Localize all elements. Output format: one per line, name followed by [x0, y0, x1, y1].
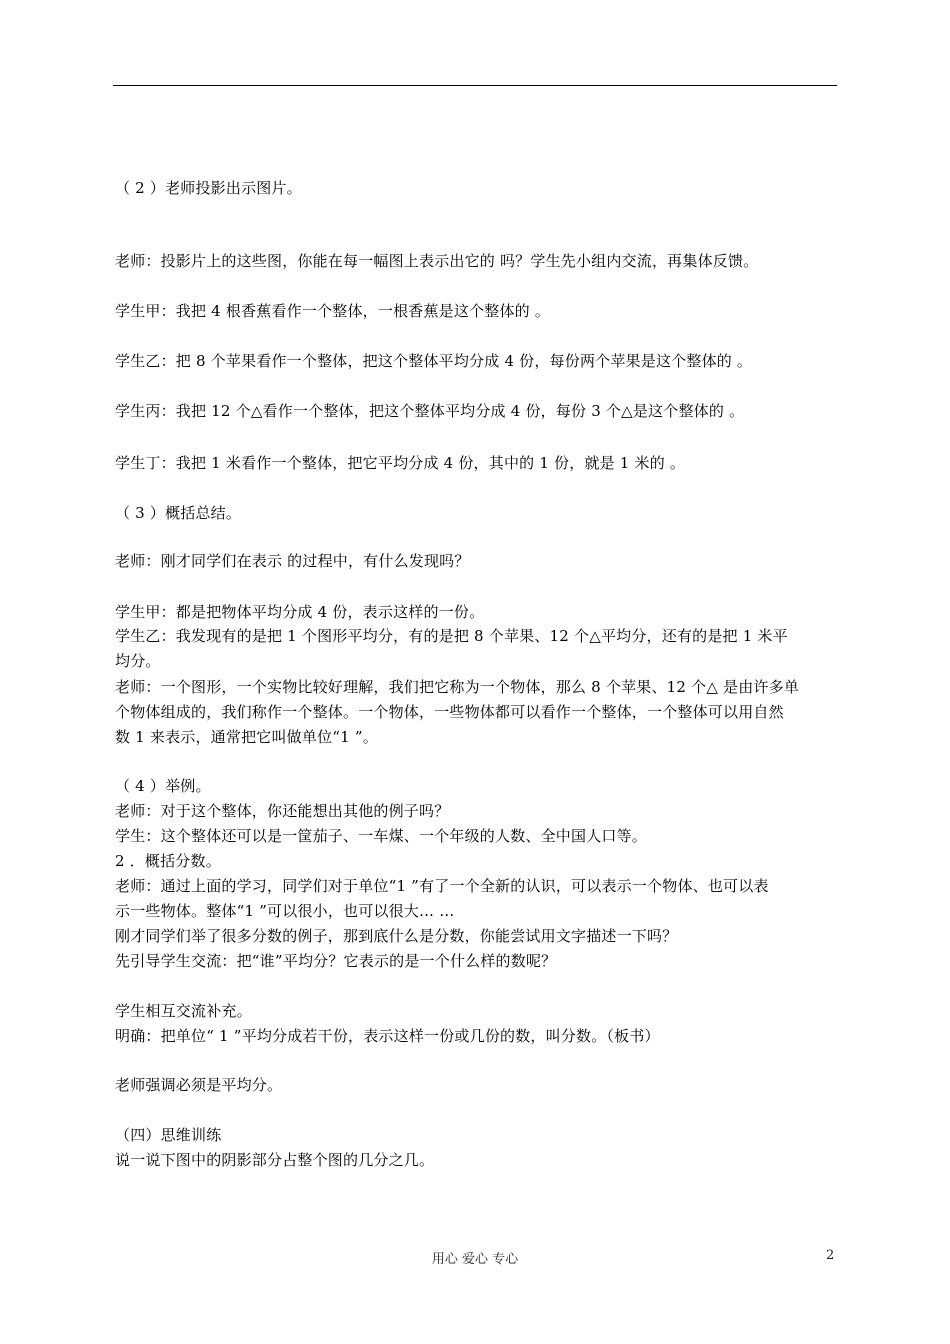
- header-rule: [113, 85, 837, 86]
- teacher-explanation-2: 个物体组成的，我们称作一个整体。一个物体，一些物体都可以看作一个整体，一个整体可以用自然: [115, 703, 784, 721]
- student-b-line: 学生乙：把 8 个苹果看作一个整体，把这个整体平均分成 4 份，每份两个苹果是这个整体的 。: [115, 352, 753, 370]
- teacher-explanation-3: 数 1 来表示，通常把它叫做单位“1 ”。: [115, 728, 378, 746]
- student-a-finding: 学生甲：都是把物体平均分成 4 份，表示这样的一份。: [115, 603, 485, 621]
- student-b-finding-2: 均分。: [115, 652, 161, 670]
- teacher-question-3: 老师：对于这个整体，你还能想出其他的例子吗？: [115, 802, 450, 820]
- teacher-question-4: 刚才同学们举了很多分数的例子，那到底什么是分数，你能尝试用文字描述一下吗？: [115, 927, 678, 945]
- footer-text: 用心 爱心 专心: [431, 1252, 519, 1267]
- teacher-emphasis: 老师强调必须是平均分。: [115, 1076, 283, 1094]
- section-2-heading: （ 2 ）老师投影出示图片。: [115, 179, 302, 197]
- page-number: 2: [826, 1248, 835, 1263]
- guide-discussion: 先引导学生交流：把“谁”平均分？它表示的是一个什么样的数呢？: [115, 952, 557, 970]
- teacher-summary-2: 示一些物体。整体“1 ”可以很小，也可以很大… …: [115, 902, 455, 920]
- student-examples: 学生：这个整体还可以是一筐茄子、一车煤、一个年级的人数、全中国人口等。: [115, 827, 648, 845]
- teacher-question-1: 老师：投影片上的这些图，你能在每一幅图上表示出它的 吗？学生先小组内交流，再集体反馈。: [115, 252, 759, 270]
- section-2-summary-heading: 2 ．概括分数。: [115, 852, 221, 870]
- student-exchange: 学生相互交流补充。: [115, 1002, 252, 1020]
- teacher-question-2: 老师：刚才同学们在表示 的过程中，有什么发现吗？: [115, 552, 470, 570]
- student-a-line: 学生甲：我把 4 根香蕉看作一个整体，一根香蕉是这个整体的 。: [115, 302, 551, 320]
- section-3-heading: （ 3 ）概括总结。: [115, 504, 242, 522]
- student-b-finding-1: 学生乙：我发现有的是把 1 个图形平均分，有的是把 8 个苹果、12 个△平均分，还有的是把 1 米平: [115, 627, 788, 645]
- teacher-summary-1: 老师：通过上面的学习，同学们对于单位“1 ”有了一个全新的认识，可以表示一个物体、也可以表: [115, 877, 769, 895]
- student-c-line: 学生丙：我把 12 个△看作一个整体，把这个整体平均分成 4 份，每份 3 个△是这个整体的 。: [115, 402, 745, 420]
- definition-line: 明确：把单位“ 1 ”平均分成若干份，表示这样一份或几份的数，叫分数。（板书）: [115, 1027, 660, 1045]
- student-d-line: 学生丁：我把 1 米看作一个整体，把它平均分成 4 份，其中的 1 份，就是 1 米的 。: [115, 454, 686, 472]
- section-4-heading: （ 4 ）举例。: [115, 777, 211, 795]
- teacher-explanation-1: 老师：一个图形，一个实物比较好理解，我们把它称为一个物体，那么 8 个苹果、12 个△ 是由许多单: [115, 678, 800, 696]
- exercise-prompt: 说一说下图中的阴影部分占整个图的几分之几。: [115, 1151, 435, 1169]
- section-four-heading: （四）思维训练: [115, 1126, 222, 1144]
